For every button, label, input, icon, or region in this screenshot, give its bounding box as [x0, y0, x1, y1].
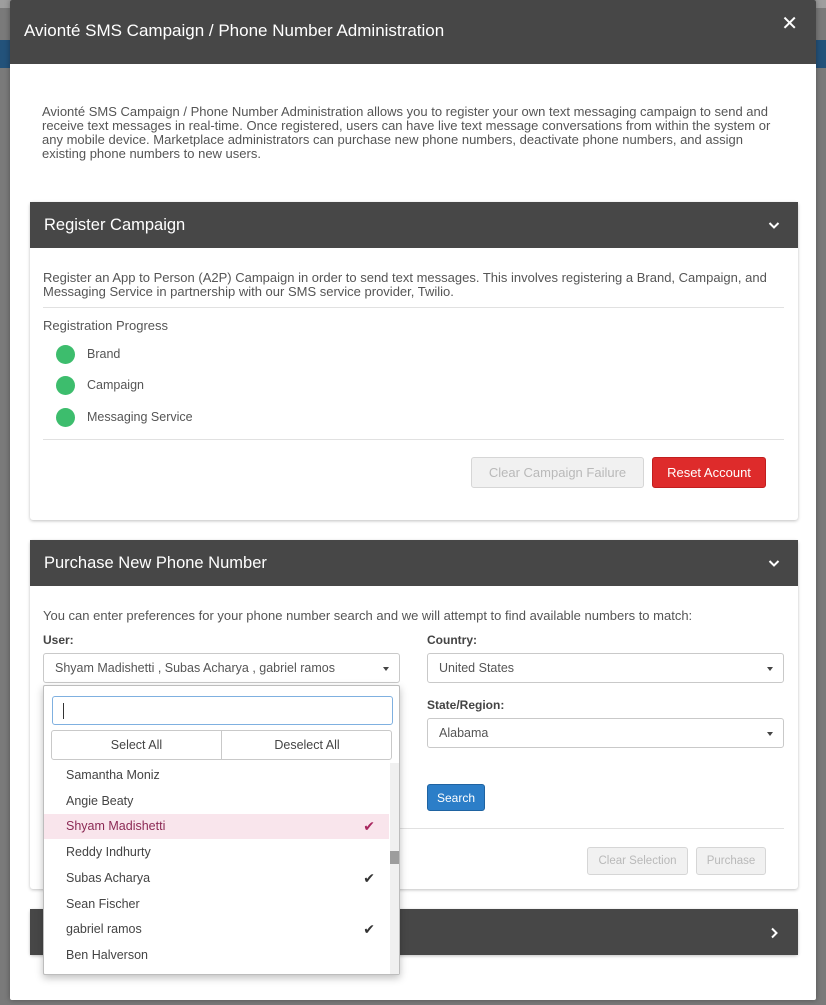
dropdown-option-label: gabriel ramos: [66, 922, 142, 937]
dropdown-search-input[interactable]: [52, 696, 393, 725]
register-campaign-title: Register Campaign: [44, 216, 186, 234]
chevron-right-icon[interactable]: [766, 925, 782, 941]
country-select[interactable]: [427, 653, 784, 683]
step-label: Brand: [87, 347, 121, 361]
caret-down-icon: [767, 667, 773, 671]
dropdown-option-label: Samantha Moniz: [66, 768, 160, 782]
status-complete-icon: [56, 345, 75, 364]
dropdown-option[interactable]: [44, 917, 389, 942]
register-campaign-panel: [30, 202, 798, 520]
country-select-value: United States: [439, 661, 515, 675]
close-icon[interactable]: ✕: [781, 13, 798, 35]
caret-down-icon: [767, 732, 773, 736]
chevron-down-icon[interactable]: [766, 217, 782, 233]
dropdown-scrollbar-thumb[interactable]: [390, 851, 399, 864]
dropdown-option[interactable]: [44, 840, 389, 865]
dropdown-option[interactable]: [44, 866, 389, 891]
intro-text: Avionté SMS Campaign / Phone Number Administration allows you to register your own text messaging campaign to send and receive text messages in real-time. Once registered, users can have live text message conversations from within the system or any mobile device. Marketplace administrators can purchase new phone numbers, deactivate phone numbers, and assign existing phone numbers to new users.: [42, 104, 771, 161]
checkmark-icon: ✔: [363, 818, 375, 835]
divider: [43, 307, 784, 308]
step-label: Messaging Service: [87, 410, 193, 424]
state-select-value: Alabama: [439, 726, 489, 740]
step-label: Campaign: [87, 378, 144, 392]
registration-progress-label: Registration Progress: [43, 318, 168, 333]
status-complete-icon: [56, 376, 75, 395]
status-complete-icon: [56, 408, 75, 427]
clear-selection-button[interactable]: Clear Selection: [587, 847, 688, 875]
select-all-button[interactable]: Select All: [52, 731, 222, 759]
dropdown-option-label: Sean Fischer: [66, 896, 140, 911]
user-label: User:: [43, 633, 74, 647]
state-select[interactable]: [427, 718, 784, 748]
country-label: Country:: [427, 633, 477, 647]
purchase-number-title: Purchase New Phone Number: [44, 554, 267, 572]
dropdown-option[interactable]: [44, 763, 389, 788]
dropdown-option-label: Angie Beaty: [66, 793, 134, 808]
divider: [43, 439, 784, 440]
dropdown-option-label: Shyam Madishetti: [66, 819, 166, 834]
purchase-description: You can enter preferences for your phone number search and we will attempt to find available numbers to match:: [43, 608, 693, 623]
user-select-value: Shyam Madishetti , Subas Acharya , gabriel ramos: [55, 661, 335, 675]
dropdown-option[interactable]: [44, 943, 389, 968]
purchase-button[interactable]: Purchase: [696, 847, 766, 875]
modal-title: Avionté SMS Campaign / Phone Number Administration: [24, 21, 445, 40]
state-label: State/Region:: [427, 698, 505, 712]
user-dropdown: [43, 685, 400, 975]
search-button[interactable]: Search: [427, 784, 485, 811]
dropdown-option-list: [44, 763, 389, 973]
text-cursor: [63, 703, 64, 719]
deselect-all-button[interactable]: Deselect All: [274, 738, 340, 752]
purchase-number-header[interactable]: [30, 540, 798, 586]
dropdown-option[interactable]: [44, 892, 389, 917]
dropdown-option[interactable]: [44, 814, 389, 839]
caret-down-icon: [383, 667, 389, 671]
dropdown-option-label: Reddy Indhurty: [66, 845, 151, 860]
dropdown-option[interactable]: [44, 789, 389, 814]
checkmark-icon: ✔: [363, 921, 375, 938]
chevron-down-icon[interactable]: [766, 555, 782, 571]
user-select[interactable]: [43, 653, 400, 683]
checkmark-icon: ✔: [363, 869, 375, 886]
dropdown-option-label: Subas Acharya: [66, 870, 151, 885]
register-campaign-description: Register an App to Person (A2P) Campaign in order to send text messages. This involves registering a Brand, Campaign, and Messaging Service in partnership with our SMS service provider, Twilio.: [43, 270, 767, 299]
modal-header: [10, 0, 816, 64]
register-campaign-header[interactable]: [30, 202, 798, 248]
dropdown-option-label: Ben Halverson: [66, 947, 148, 962]
dropdown-bulk-actions: [51, 730, 392, 760]
reset-account-button[interactable]: Reset Account: [652, 457, 766, 488]
clear-campaign-failure-button[interactable]: Clear Campaign Failure: [471, 457, 644, 488]
sms-admin-modal: [10, 0, 816, 1000]
dropdown-scrollbar[interactable]: [390, 763, 399, 974]
